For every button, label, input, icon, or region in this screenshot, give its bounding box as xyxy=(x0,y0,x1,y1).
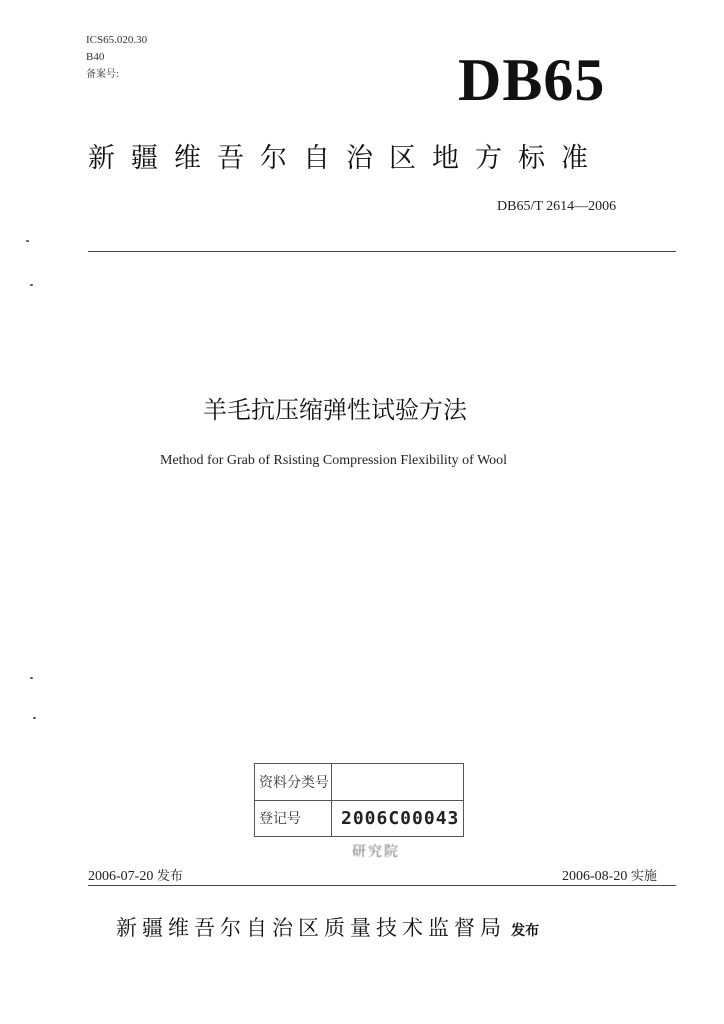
footer-divider xyxy=(88,885,676,886)
stamp-divider xyxy=(331,764,332,800)
stamp-registration-label: 登记号 xyxy=(259,811,301,827)
header-divider xyxy=(88,251,676,252)
stamp-row-registration xyxy=(255,800,463,836)
document-title-chinese: 羊毛抗压缩弹性试验方法 xyxy=(203,396,467,424)
scan-speck xyxy=(33,717,36,719)
stamp-classification-label: 资料分类号 xyxy=(259,775,329,791)
stamp-divider xyxy=(331,800,332,836)
document-title-english: Method for Grab of Rsisting Compression Flexibility of Wool xyxy=(160,453,508,468)
stamp-footer-text: 研究院 xyxy=(352,844,400,860)
implement-date: 2006-08-20 xyxy=(562,869,628,884)
issuing-authority: 新疆维吾尔自治区质量技术监督局 xyxy=(116,916,506,940)
publish-date-line xyxy=(88,865,183,885)
publish-date: 2006-07-20 xyxy=(88,869,154,884)
stamp-table xyxy=(254,763,464,837)
ccs-code: B40 xyxy=(86,51,105,63)
scan-speck xyxy=(30,677,33,679)
publish-label: 发布 xyxy=(156,869,183,884)
implement-date-line xyxy=(562,865,657,885)
issuer-line xyxy=(116,912,539,942)
filing-number-label: 备案号: xyxy=(86,69,120,80)
db65-logo: DB65 xyxy=(458,47,606,113)
scan-speck xyxy=(30,284,33,286)
issuer-suffix: 发布 xyxy=(511,923,540,939)
stamp-row-classification xyxy=(255,764,463,801)
registration-stamp xyxy=(252,761,466,867)
standard-number: DB65/T 2614—2006 xyxy=(497,199,617,214)
implement-label: 实施 xyxy=(630,869,657,884)
ics-code: ICS65.020.30 xyxy=(86,34,148,46)
stamp-registration-number: 2006C00043 xyxy=(341,808,460,829)
scan-speck xyxy=(26,240,29,242)
standard-category-title: 新疆维吾尔自治区地方标准 xyxy=(88,143,604,174)
standard-metadata xyxy=(86,32,147,83)
